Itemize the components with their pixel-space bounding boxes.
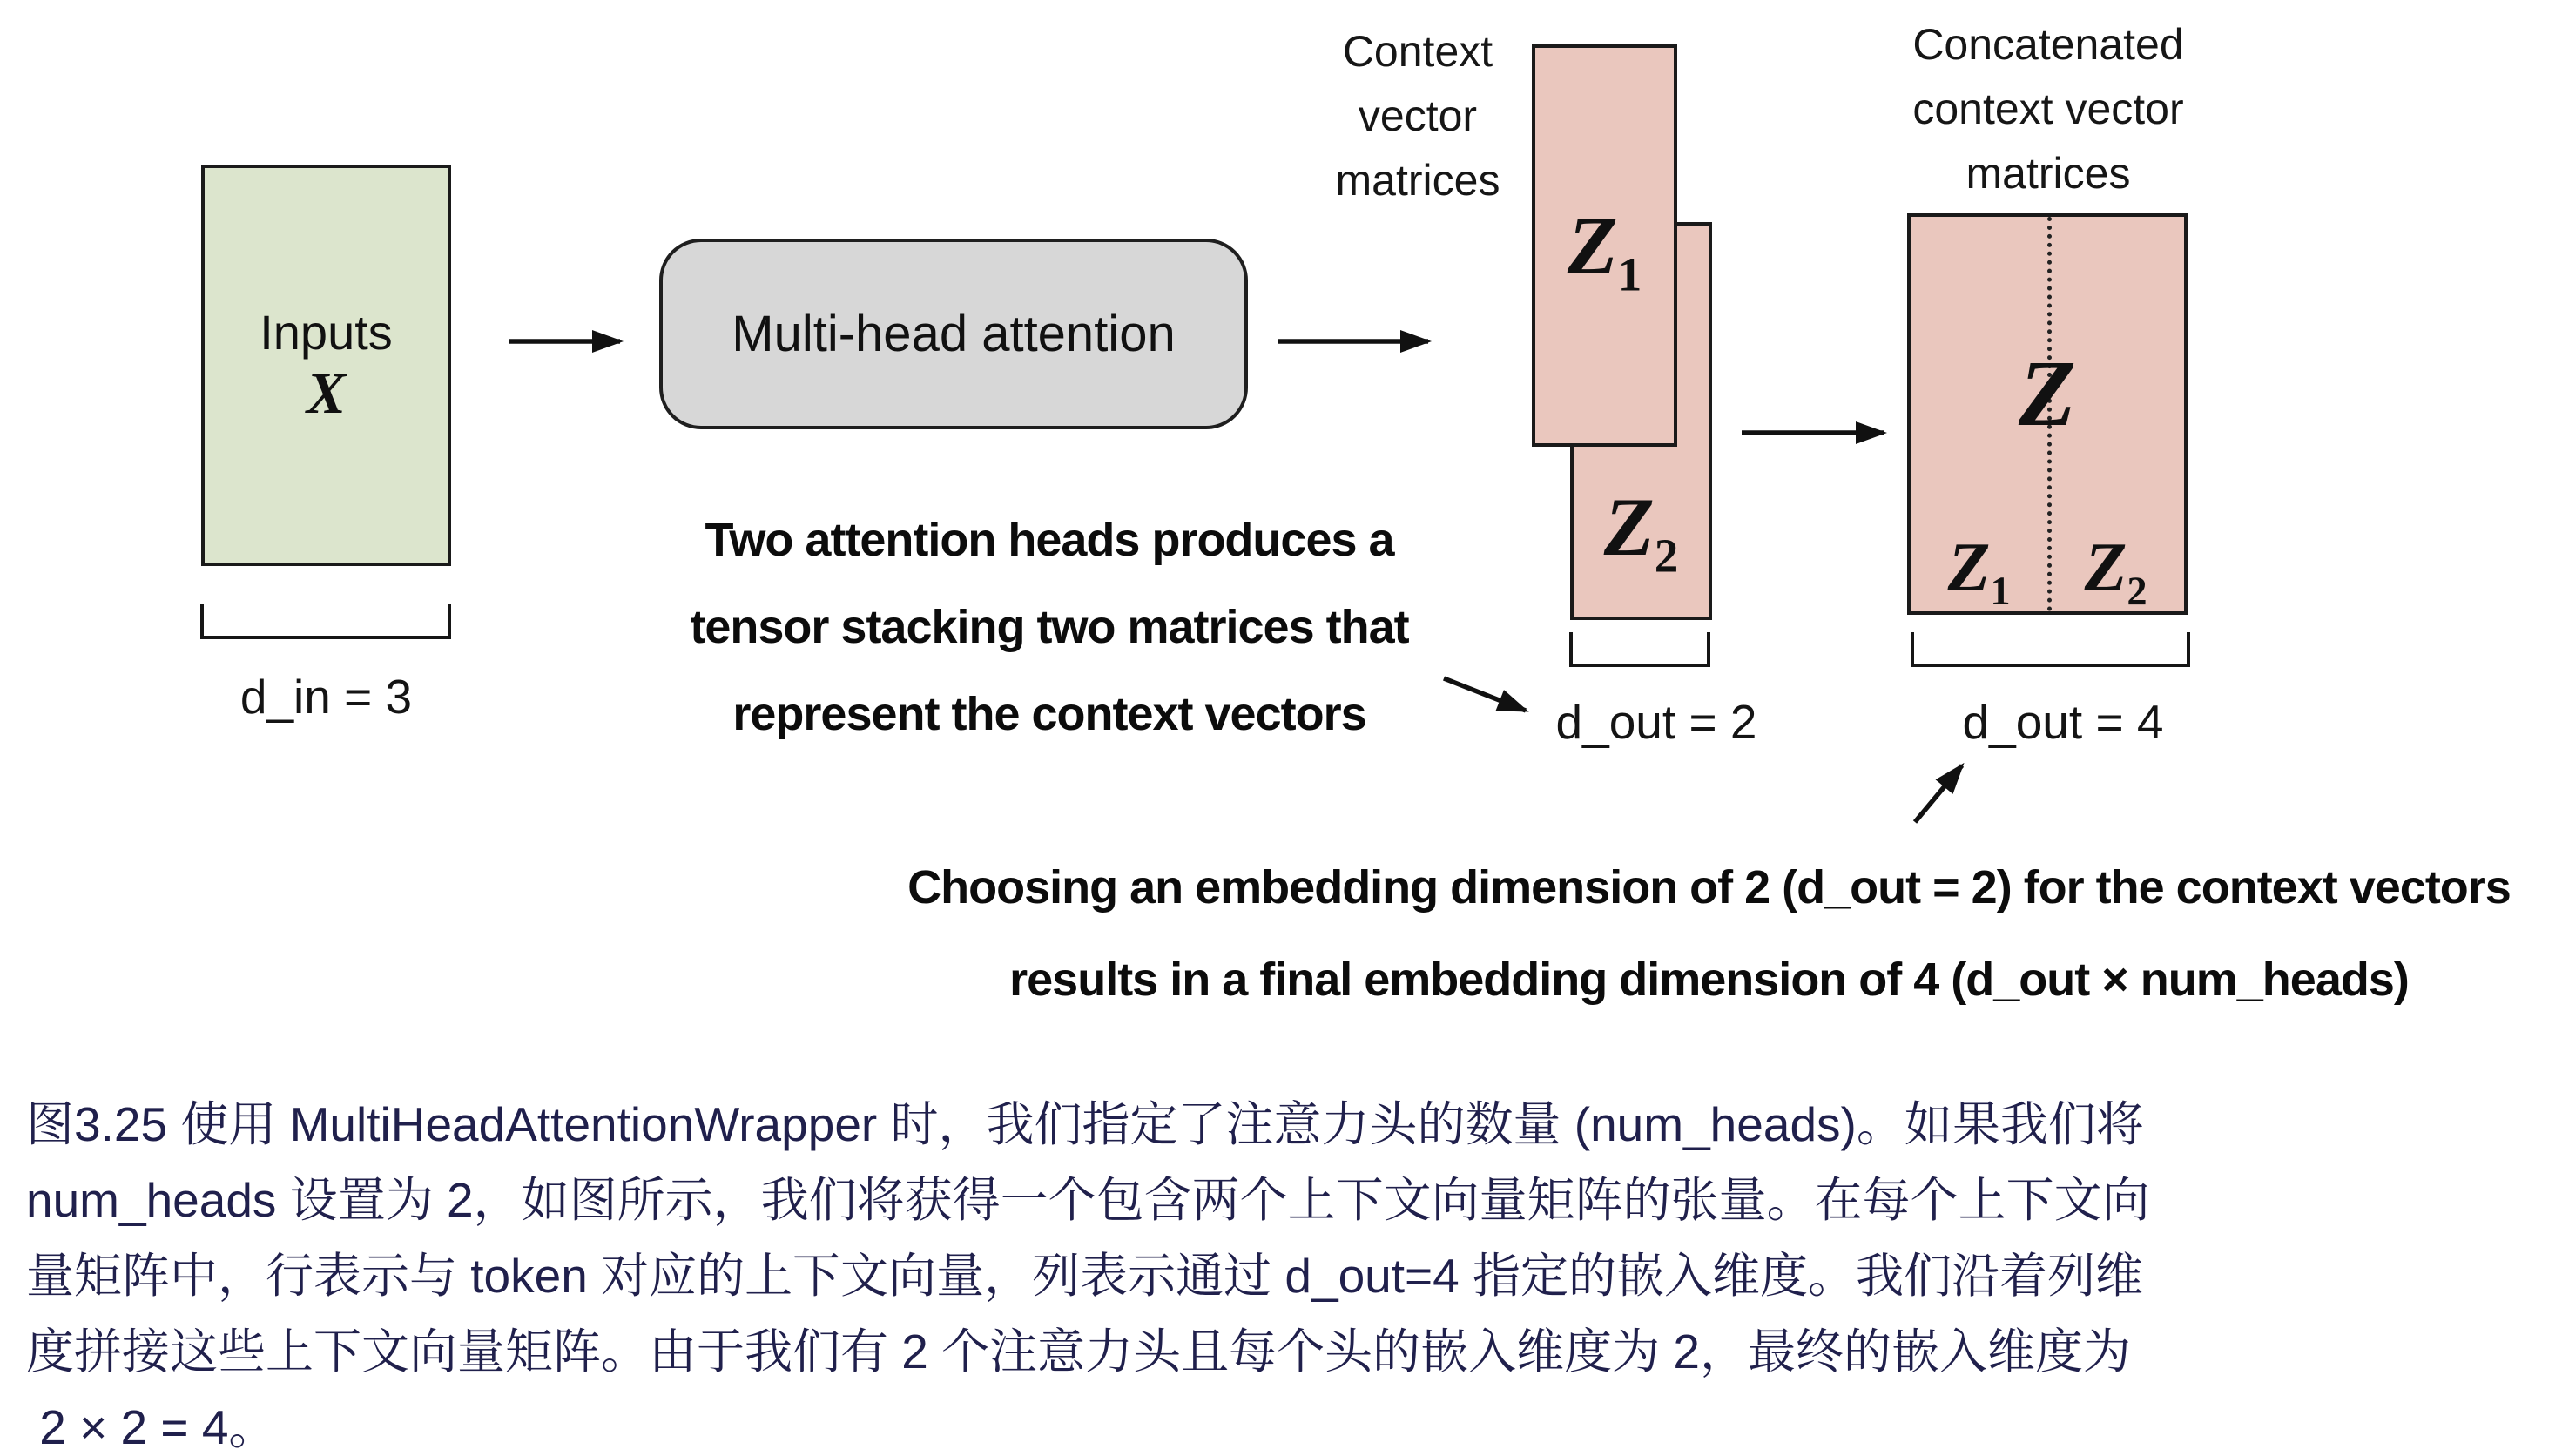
concat-z-label: Z (2019, 341, 2076, 446)
context-vector-matrices-heading (1263, 19, 1573, 212)
arrow-note-to-dout4 (1915, 765, 1962, 822)
d-in-label: d_in = 3 (239, 670, 413, 724)
concatenated-matrices-heading (1881, 12, 2215, 206)
caption-line: 度拼接这些上下文向量矩阵。由于我们有 2 个注意力头且每个头的嵌入维度为 2，最终的嵌入维度为 (26, 1325, 2132, 1378)
caption-line: 2 × 2 = 4。 (26, 1400, 277, 1454)
figure-caption (26, 1087, 2552, 1456)
inputs-matrix-box (201, 165, 451, 566)
heading-line: matrices (1965, 149, 2131, 198)
inputs-label: Inputs (260, 304, 393, 360)
d-in-bracket (200, 604, 451, 639)
note-line: Two attention heads produces a (705, 514, 1394, 566)
concatenated-matrix-box (1907, 213, 2188, 615)
heading-line: Context (1342, 27, 1493, 76)
note-line: represent the context vectors (732, 688, 1366, 740)
d-out-4-label: d_out = 4 (1962, 695, 2164, 749)
z1-label: $Z_1$ (1567, 199, 1642, 301)
z2-label: $Z_2$ (1603, 480, 1679, 582)
caption-line: 量矩阵中，行表示与 token 对应的上下文向量，列表示通过 d_out=4 指定的嵌入维度。我们沿着列维 (26, 1249, 2144, 1303)
inputs-symbol-x: X (306, 359, 347, 426)
heading-line: context vector (1912, 84, 2184, 133)
multi-head-attention-label: Multi-head attention (732, 306, 1176, 362)
z1-matrix-box (1532, 44, 1677, 447)
multi-head-attention-box (659, 239, 1248, 429)
concat-z1-label: $Z_1$ (1947, 529, 2011, 615)
caption-line: num_heads 设置为 2，如图所示，我们将获得一个包含两个上下文向量矩阵的张量。在每个上下文向 (26, 1173, 2150, 1227)
caption-line: 图3.25 使用 MultiHeadAttentionWrapper 时，我们指定了注意力头的数量 (num_heads)。如果我们将 (26, 1097, 2144, 1151)
d-out-4-bracket (1911, 632, 2190, 667)
note-line: Choosing an embedding dimension of 2 (d_out = 2) for the context vectors (907, 861, 2511, 913)
concat-z2-label: $Z_2$ (2084, 529, 2147, 615)
note-line: tensor stacking two matrices that (690, 601, 1409, 653)
heading-line: Concatenated (1912, 20, 2184, 69)
note-two-attention-heads (566, 496, 1533, 758)
heading-line: matrices (1335, 156, 1500, 205)
heading-line: vector (1358, 91, 1478, 140)
d-out-2-bracket (1569, 632, 1710, 667)
d-out-2-label: d_out = 2 (1555, 695, 1757, 749)
note-choosing-embedding-dimension (853, 841, 2562, 1026)
note-line: results in a final embedding dimension of 4 (d_out × num_heads) (1009, 954, 2409, 1006)
